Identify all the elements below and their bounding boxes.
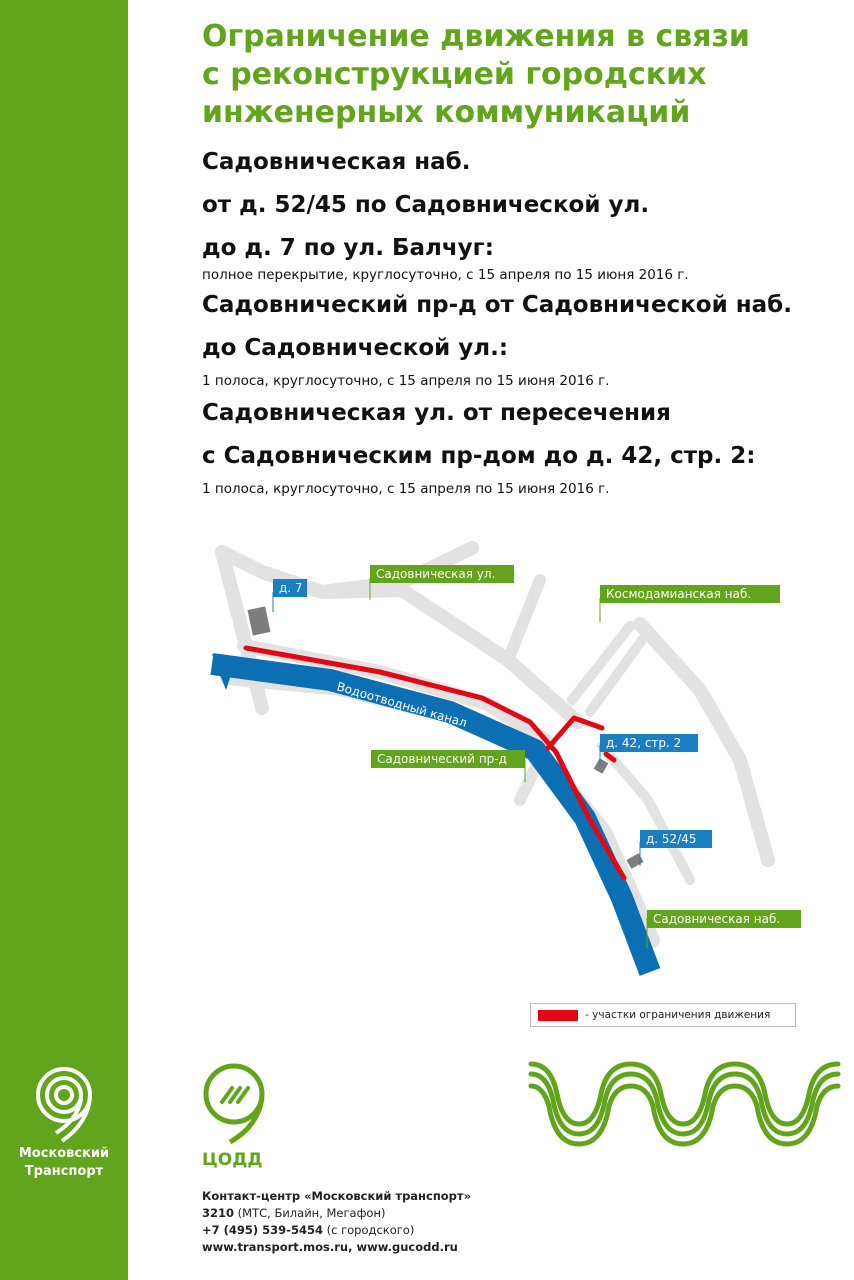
logo-line: Транспорт	[24, 1164, 104, 1179]
contact-center-title: Контакт-центр «Московский транспорт»	[202, 1189, 471, 1203]
logo-line: Московский	[18, 1146, 110, 1161]
svg-text:д. 52/45: д. 52/45	[646, 832, 697, 846]
heading-line: с Садовническим пр-дом до д. 42, стр. 2:	[202, 443, 756, 469]
label-sadovnichesky-pr	[371, 750, 525, 782]
svg-text:Садовнический пр-д: Садовнический пр-д	[377, 752, 507, 766]
website-links[interactable]: www.transport.mos.ru, www.gucodd.ru	[202, 1240, 458, 1254]
heading-line: Садовническая наб.	[202, 149, 471, 175]
label-d7	[273, 579, 307, 612]
heading-line: до д. 7 по ул. Балчуг:	[202, 235, 494, 261]
title-line: инженерных коммуникаций	[202, 95, 691, 130]
svg-text:Садовническая наб.: Садовническая наб.	[653, 912, 781, 926]
moscow-wave-logo-icon	[527, 1060, 842, 1150]
heading-line: до Садовнической ул.:	[202, 335, 509, 361]
restriction-2-heading	[202, 284, 852, 370]
codd-logo-icon	[200, 1060, 270, 1144]
street-map	[200, 528, 820, 988]
heading-line: Садовнический пр-д от Садовнической наб.	[202, 292, 792, 318]
moscow-transport-logo-icon	[32, 1063, 100, 1143]
legend-text: - участки ограничения движения	[585, 1009, 771, 1021]
heading-line: Садовническая ул. от пересечения	[202, 400, 671, 426]
title-line: Ограничение движения в связи	[202, 19, 750, 54]
restriction-1-heading	[202, 141, 852, 270]
canal-label: Водоотводный канал	[335, 679, 469, 731]
restriction-3-note: 1 полоса, круглосуточно, с 15 апреля по 15 июня 2016 г.	[202, 481, 610, 497]
map-legend	[530, 1003, 796, 1027]
phone-number: +7 (495) 539-5454	[202, 1223, 323, 1237]
label-sadovnicheskaya-nab	[647, 910, 801, 948]
road-cross-1	[508, 580, 540, 660]
restriction-2-note: 1 полоса, круглосуточно, с 15 апреля по 15 июня 2016 г.	[202, 373, 610, 389]
restriction-1-note: полное перекрытие, круглосуточно, с 15 апреля по 15 июня 2016 г.	[202, 267, 689, 283]
moscow-transport-name	[8, 1145, 120, 1181]
contact-block	[202, 1188, 471, 1256]
svg-text:д. 7: д. 7	[279, 581, 303, 595]
contact-phone-line	[202, 1222, 471, 1239]
short-number: 3210	[202, 1206, 235, 1220]
label-kosmodamianskaya	[600, 585, 780, 622]
title-line: с реконструкцией городских	[202, 57, 707, 92]
phone-note: (с городского)	[326, 1223, 415, 1237]
building-d42	[594, 758, 609, 773]
building-d52	[626, 853, 643, 869]
svg-text:д. 42, стр. 2: д. 42, стр. 2	[606, 736, 682, 750]
svg-text:Космодамианская наб.: Космодамианская наб.	[606, 587, 752, 601]
building-d7	[247, 606, 270, 635]
page-title	[202, 18, 842, 132]
restriction-3-heading	[202, 392, 852, 478]
codd-name: ЦОДД	[202, 1150, 263, 1170]
legend-swatch	[538, 1010, 578, 1021]
contact-short-number-line	[202, 1205, 471, 1222]
svg-text:Садовническая ул.: Садовническая ул.	[376, 567, 496, 581]
short-number-note: (МТС, Билайн, Мегафон)	[237, 1206, 386, 1220]
heading-line: от д. 52/45 по Садовнической ул.	[202, 192, 650, 218]
